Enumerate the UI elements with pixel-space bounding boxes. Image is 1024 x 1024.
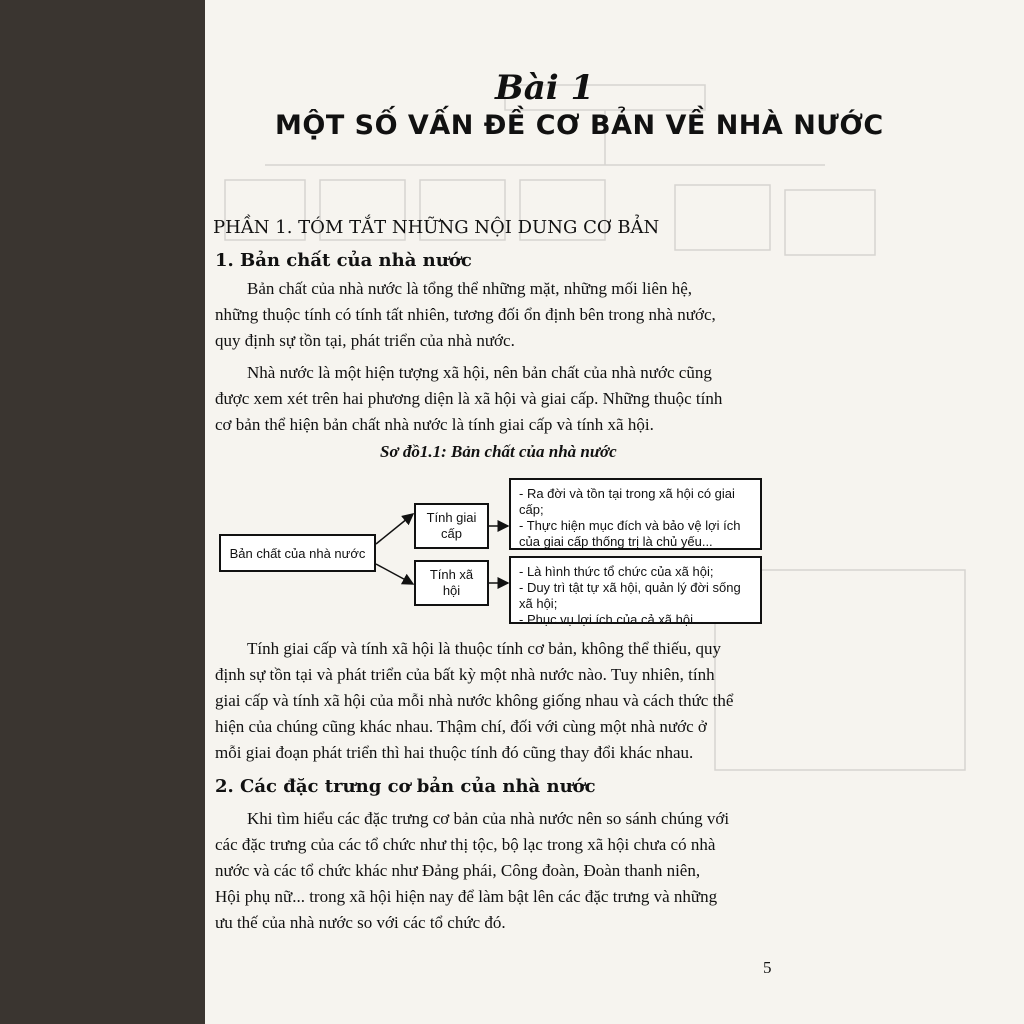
root-node [219,534,376,572]
social-node [414,560,489,606]
connector-root-class [376,514,413,544]
section2-heading: 2. Các đặc trưng cơ bản của nhà nước [215,776,596,797]
text-line: nước và các tổ chức khác như Đảng phái, Công đoàn, Đoàn thanh niên, [215,861,701,880]
detail-line: - Ra đời và tồn tại trong xã hội có giai cấp; [519,486,735,517]
text-line: cơ bản thể hiện bản chất nhà nước là tính giai cấp và tính xã hội. [215,415,654,434]
text-line: Bản chất của nhà nước là tổng thể những mặt, những mối liên hệ, [247,279,692,298]
section2-paragraph [215,806,775,936]
text-line: định sự tồn tại và phát triển của bất kỳ một nhà nước nào. Tuy nhiên, tính [215,665,715,684]
detail-line: - Là hình thức tổ chức của xã hội; [519,564,714,579]
class-node [414,503,489,549]
text-line: Khi tìm hiểu các đặc trưng cơ bản của nhà nước nên so sánh chúng với [247,809,730,828]
essence-diagram [205,474,775,626]
text-line: Hội phụ nữ... trong xã hội hiện nay để làm bật lên các đặc trưng và những [215,887,718,906]
text-line: hiện của chúng cũng khác nhau. Thậm chí, đối với cùng một nhà nước ở [215,717,707,736]
text-line: quy định sự tồn tại, phát triển của nhà nước. [215,331,515,350]
text-line: ưu thế của nhà nước so với các tổ chức đó. [215,913,506,932]
part-heading: PHẦN 1. TÓM TẮT NHỮNG NỘI DUNG CƠ BẢN [213,217,660,238]
social-node-line: Tính xã [429,567,474,582]
text-line: được xem xét trên hai phương diện là xã hội và giai cấp. Những thuộc tính [215,389,723,408]
detail-line: - Thực hiện mục đích và bảo vệ lợi ích [519,518,741,533]
page-title: MỘT SỐ VẤN ĐỀ CƠ BẢN VỀ NHÀ NƯỚC [275,110,884,141]
diagram-caption: Sơ đồ1.1: Bản chất của nhà nước [380,442,617,461]
section1-paragraph-1 [215,276,775,354]
social-detail-box [509,556,762,627]
class-detail-box [509,478,762,550]
connector-root-social [376,564,413,584]
detail-line: của giai cấp thống trị là chủ yếu... [519,534,713,549]
text-line: mỗi giai đoạn phát triển thì hai thuộc tính đó cũng thay đổi khác nhau. [215,743,694,762]
book-page [205,0,1024,1024]
class-node-line: Tính giai [426,510,477,525]
page-number: 5 [763,958,772,977]
paragraph-3 [215,636,775,766]
text-line: giai cấp và tính xã hội của mỗi nhà nước không giống nhau và cách thức thể [215,691,734,710]
detail-line: - Duy trì tật tự xã hội, quản lý đời sống xã hội; [519,580,741,611]
section1-heading: 1. Bản chất của nhà nước [215,250,472,271]
text-line: các đặc trưng của các tổ chức như thị tộc, bộ lạc trong xã hội chưa có nhà [215,835,716,854]
section1-paragraph-2 [215,360,775,438]
social-node-line: hội [442,583,461,598]
class-node-line: cấp [441,526,462,541]
text-line: những thuộc tính có tính tất nhiên, tương đối ổn định bên trong nhà nước, [215,305,716,324]
root-node-label: Bản chất của nhà nước [229,545,366,561]
detail-line: - Phục vụ lợi ích của cả xã hội... [519,612,704,627]
lesson-label: Bài 1 [495,68,595,108]
text-line: Tính giai cấp và tính xã hội là thuộc tính cơ bản, không thể thiếu, quy [247,639,722,658]
text-line: Nhà nước là một hiện tượng xã hội, nên bản chất của nhà nước cũng [247,363,712,382]
